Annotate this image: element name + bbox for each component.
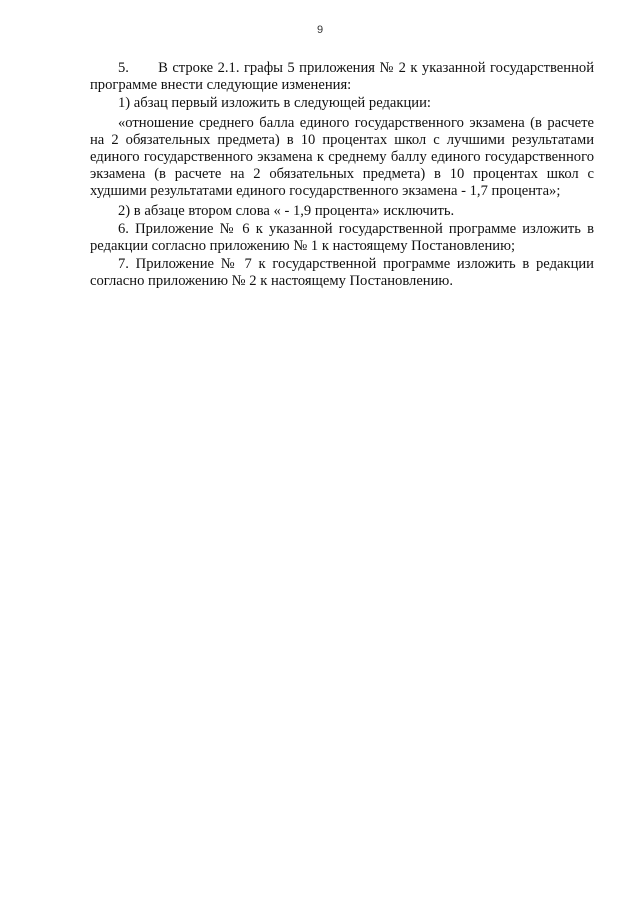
page-number: 9	[316, 24, 324, 36]
document-body	[90, 60, 594, 290]
paragraph-item-5: 5. В строке 2.1. графы 5 приложения № 2 к указанной государственной программе внести следующие изменения:	[90, 60, 594, 93]
paragraph-quote: «отношение среднего балла единого государственного экзамена (в расчете на 2 обязательных предмета) в 10 процентах школ с лучшими результатами единого государственного экзамена к среднему баллу единого государственного экзамена (в расчете на 2 обязательных предмета) в 10 процентах школ с худшими результатами единого государственного экзамена - 1,7 процента»;	[90, 115, 594, 199]
paragraph-item-7: 7. Приложение № 7 к государственной программе изложить в редакции согласно приложению № 2 к настоящему Постановлению.	[90, 256, 594, 289]
paragraph-subitem-1: 1) абзац первый изложить в следующей редакции:	[118, 95, 431, 111]
paragraph-subitem-2: 2) в абзаце втором слова « - 1,9 процента» исключить.	[118, 203, 455, 219]
paragraph-item-6: 6. Приложение № 6 к указанной государственной программе изложить в редакции согласно приложению № 1 к настоящему Постановлению;	[90, 221, 594, 254]
